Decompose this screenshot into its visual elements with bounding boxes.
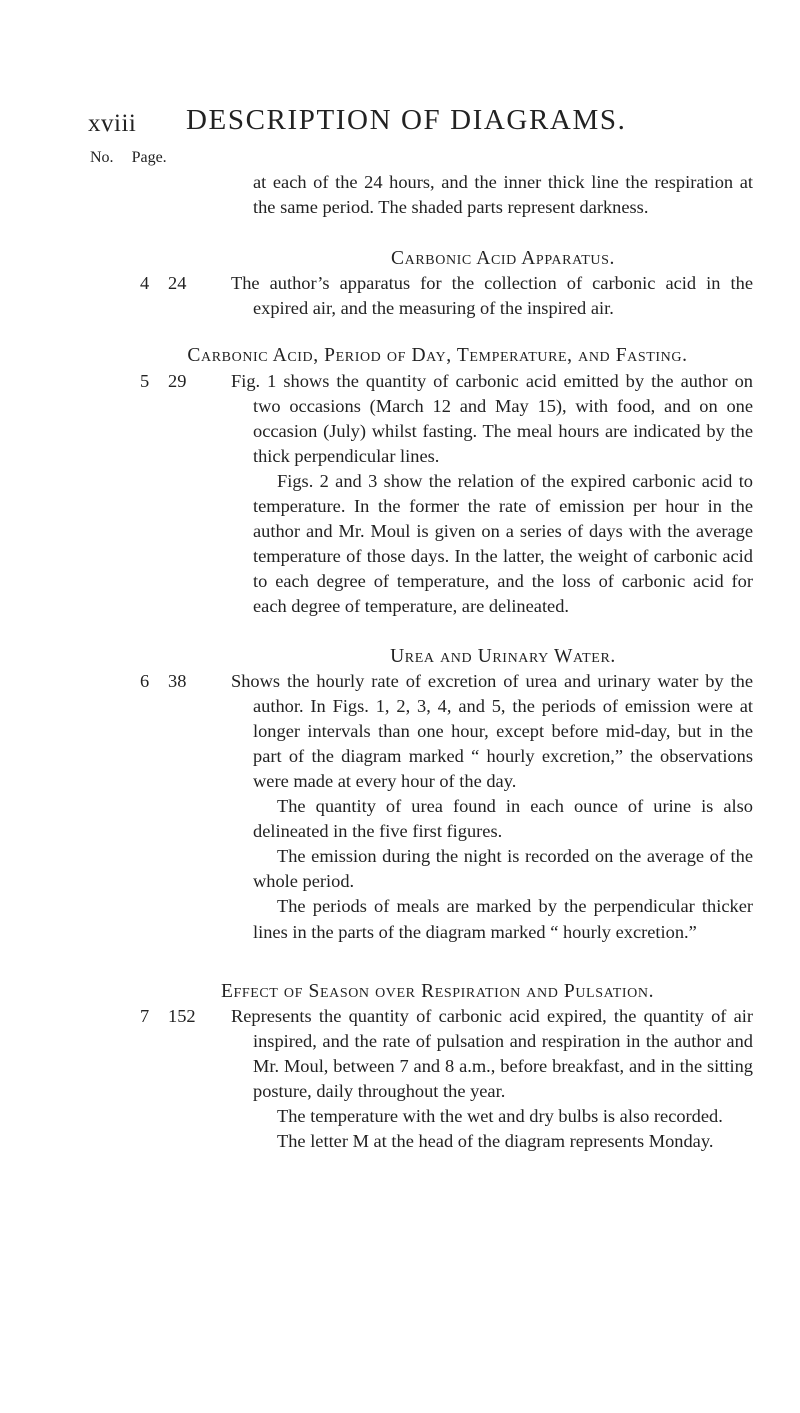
entry-text: The emission during the night is recorded on the average of the whole period. <box>253 846 753 892</box>
entry-text: Figs. 2 and 3 show the relation of the expired carbonic acid to temperature. In the former the rate of emission per hour in the author and Mr. Moul is given on a series of days with the average temperature of those days. In the latter, the weight of carbonic acid to each degree of temperature, and the loss of carbonic acid for each degree of temperature, are delineated. <box>253 470 753 617</box>
section-heading: Urea and Urinary Water. <box>390 645 616 667</box>
entry-text: Fig. 1 shows the quantity of carbonic acid emitted by the author on two occasions (March 12 and May 15), with food, and on one occasion (July) whilst fasting. The meal hours are indicated by the thick perpendicular lines. <box>231 370 753 466</box>
entry-page: 29 <box>168 370 187 391</box>
page-number: xviii <box>88 110 137 137</box>
entry-text: The temperature with the wet and dry bulbs is also recorded. <box>277 1106 723 1127</box>
entry-number: 6 <box>140 670 150 691</box>
entry-number: 4 <box>140 273 150 294</box>
column-header-no: No. <box>90 149 114 166</box>
section-heading: Carbonic Acid Apparatus. <box>391 248 615 270</box>
entry-number: 7 <box>140 1005 150 1026</box>
entry-page: 38 <box>168 670 187 691</box>
entry-text: Represents the quantity of carbonic acid expired, the quantity of air inspired, and the rate of pulsation and respiration in the author and Mr. Moul, between 7 and 8 a.m., before breakfast, and in the sitting posture, daily throughout the year. <box>231 1005 753 1101</box>
diagram-entry <box>0 271 800 321</box>
diagram-entry <box>0 669 800 945</box>
page-body <box>0 170 800 1154</box>
continued-paragraph: at each of the 24 hours, and the inner thick line the respiration at the same period. The shaded parts represent darkness. <box>253 172 753 218</box>
section-heading: Carbonic Acid, Period of Day, Temperature, and Fasting. <box>187 345 688 367</box>
entry-text: The quantity of urea found in each ounce of urine is also delineated in the five first figures. <box>253 796 753 842</box>
entry-text: Shows the hourly rate of excretion of urea and urinary water by the author. In Figs. 1, 2, 3, 4, and 5, the periods of emission were at longer intervals than one hour, except before mid-day, but in the part of the diagram marked “ hourly excretion,” the observations were made at every hour of the day. <box>231 670 753 791</box>
column-header-page: Page. <box>131 149 167 166</box>
entry-page: 152 <box>168 1005 196 1026</box>
page-title: DESCRIPTION OF DIAGRAMS. <box>186 104 627 136</box>
entry-text: The author’s apparatus for the collection of carbonic acid in the expired air, and the measuring of the inspired air. <box>231 273 753 319</box>
entry-page: 24 <box>168 273 187 294</box>
entry-text: The letter M at the head of the diagram represents Monday. <box>277 1131 714 1152</box>
column-headers <box>90 149 181 167</box>
entry-number: 5 <box>140 370 150 391</box>
section-heading: Effect of Season over Respiration and Pulsation. <box>220 980 655 1002</box>
diagram-entry <box>0 369 800 620</box>
entry-text: The periods of meals are marked by the perpendicular thicker lines in the parts of the diagram marked “ hourly excretion.” <box>253 896 753 942</box>
diagram-entry <box>0 1004 800 1155</box>
running-head <box>88 104 768 140</box>
